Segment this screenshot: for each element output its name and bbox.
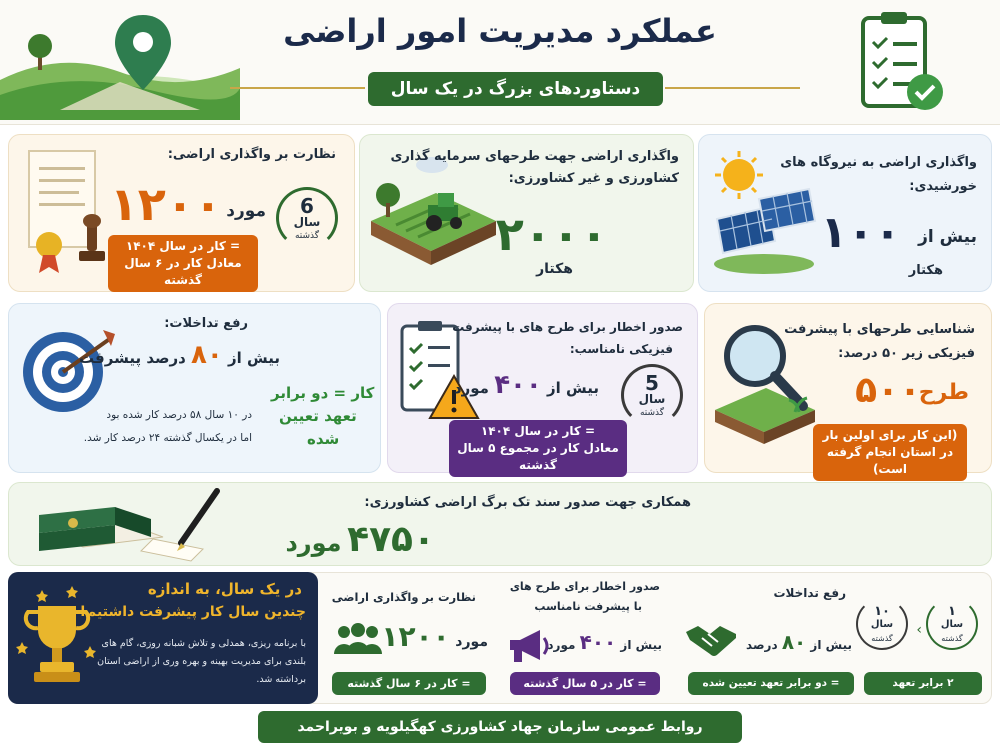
target-arrow-icon bbox=[19, 322, 119, 418]
bottom-warnings-unit: مورد bbox=[547, 638, 576, 652]
supervision-years-num: 6 bbox=[300, 194, 314, 218]
checklist-clipboard-icon bbox=[855, 8, 950, 118]
supervision-unit: مورد bbox=[226, 201, 266, 221]
bottom-conflicts bbox=[678, 572, 992, 704]
conflicts-card bbox=[8, 303, 381, 473]
bottom-warnings bbox=[500, 572, 672, 704]
trophy-panel bbox=[8, 572, 318, 704]
warnings-note bbox=[449, 420, 627, 477]
bottom-conflicts-pill-1: = دو برابر تعهد تعیین شده bbox=[688, 672, 854, 695]
identification-note-line2: در استان انجام گرفته است) bbox=[826, 445, 954, 476]
one-year-num: ۱ bbox=[948, 604, 956, 619]
conflicts-suffix: درصد پیشرفت bbox=[79, 349, 186, 367]
footer-label: روابط عمومی سازمان جهاد کشاورزی کهگیلویه و بویراحمد bbox=[297, 719, 703, 735]
solar-title-2: خورشیدی: bbox=[909, 179, 977, 194]
ten-years-ring bbox=[856, 598, 908, 650]
subtitle-banner bbox=[368, 72, 663, 106]
bottom-supervision-count bbox=[381, 620, 488, 653]
trophy-title-1: در یک سال، به اندازه bbox=[147, 580, 302, 598]
farm-tractor-icon bbox=[366, 153, 501, 273]
people-group-icon bbox=[332, 622, 384, 658]
conflicts-line-2: اما در یکسال گذشته ۲۴ درصد کار شد. bbox=[83, 432, 252, 444]
bottom-conflicts-title: رفع تداخلات bbox=[773, 586, 846, 600]
warnings-card bbox=[387, 303, 698, 473]
solar-title-1: واگذاری اراضی به نیروگاه های bbox=[780, 155, 977, 170]
books-pen-icon bbox=[31, 485, 231, 565]
supervision-note bbox=[108, 235, 258, 292]
supervision-years-word: سال bbox=[293, 215, 321, 229]
warnings-count-line bbox=[454, 370, 599, 400]
bottom-warnings-number: ۴۰۰ bbox=[579, 630, 617, 654]
ten-years-sub: گذشته bbox=[871, 634, 893, 643]
warnings-unit: مورد bbox=[453, 379, 489, 397]
footer-banner bbox=[258, 711, 742, 743]
trophy-body-3: برداشته شد. bbox=[256, 674, 306, 685]
solar-card bbox=[698, 134, 992, 292]
warnings-note-line2: معادل کار در مجموع ۵ سال گذشته bbox=[457, 441, 619, 472]
warnings-title-2: فیزیکی نامناسب: bbox=[569, 342, 673, 356]
warnings-years-word: سال bbox=[638, 392, 666, 406]
bottom-conflicts-count bbox=[746, 630, 852, 654]
solar-number: ۱۰۰ bbox=[820, 207, 901, 258]
identification-title-1: شناسایی طرحهای با پیشرفت bbox=[784, 322, 975, 337]
warnings-years-ring bbox=[621, 364, 683, 426]
investment-title-1: واگذاری اراضی جهت طرحهای سرمایه گذاری bbox=[390, 149, 679, 164]
header bbox=[0, 0, 1000, 125]
investment-unit: هکتار bbox=[536, 261, 573, 277]
solar-prefix: بیش از bbox=[918, 227, 977, 247]
supervision-years-sub: گذشته bbox=[294, 231, 320, 241]
deeds-number: ۴۷۵۰ bbox=[347, 519, 435, 560]
supervision-title: نظارت بر واگذاری اراضی: bbox=[167, 147, 336, 162]
investment-card bbox=[359, 134, 694, 292]
identification-note-line1: (این کار برای اولین بار bbox=[822, 428, 958, 442]
identification-unit: طرح bbox=[918, 380, 969, 405]
warnings-years-num: 5 bbox=[645, 371, 659, 395]
subtitle-line-left bbox=[230, 87, 365, 89]
investment-number: ۲۰۰۰ bbox=[495, 207, 608, 261]
bottom-conflicts-pill-2: ۲ برابر تعهد bbox=[864, 672, 982, 695]
megaphone-icon bbox=[506, 628, 550, 664]
trophy-body-1: با برنامه ریزی، همدلی و تلاش شبانه روزی، گام های bbox=[101, 638, 306, 649]
deeds-unit: مورد bbox=[285, 529, 342, 557]
identification-title-2: فیزیکی زیر ۵۰ درصد: bbox=[838, 346, 975, 361]
warnings-number: ۴۰۰ bbox=[494, 370, 542, 400]
trophy-title-2: چندین سال کار پیشرفت داشتیم! bbox=[79, 604, 306, 620]
one-year-sub: گذشته bbox=[941, 634, 963, 643]
bottom-warnings-title-1: صدور اخطار برای طرح های bbox=[509, 580, 660, 593]
magnifier-field-icon bbox=[711, 320, 817, 450]
one-year-word: سال bbox=[940, 619, 964, 630]
trophy-icon bbox=[16, 584, 98, 694]
bottom-conflicts-prefix: بیش از bbox=[810, 638, 852, 652]
investment-title-2: کشاورزی و غیر کشاورزی: bbox=[508, 171, 679, 186]
bottom-supervision-pill: = کار در ۶ سال گذشته bbox=[332, 672, 486, 695]
ring-arrow: › bbox=[916, 622, 922, 638]
conflicts-prefix: بیش از bbox=[228, 349, 280, 367]
solar-unit: هکتار bbox=[908, 263, 943, 278]
supervision-number: ۱۲۰۰ bbox=[109, 177, 222, 231]
warnings-note-line1: = کار در سال ۱۴۰۴ bbox=[480, 424, 596, 438]
bottom-supervision-number: ۱۲۰۰ bbox=[381, 620, 450, 653]
supervision-note-line1: = کار در سال ۱۴۰۴ bbox=[125, 239, 241, 253]
ten-years-num: ۱۰ bbox=[874, 604, 890, 619]
supervision-years-ring bbox=[276, 187, 338, 249]
bottom-warnings-pill: = کار در ۵ سال گذشته bbox=[510, 672, 660, 695]
conflicts-number: ۸۰ bbox=[191, 340, 223, 370]
conflicts-progress-line bbox=[79, 340, 280, 370]
bottom-warnings-count bbox=[547, 630, 662, 654]
handshake-icon bbox=[684, 622, 738, 658]
conflicts-line-1: در ۱۰ سال ۵۸ درصد کار شده بود bbox=[106, 409, 252, 421]
trophy-body-2: بلندی برای مدیریت بهینه و بهره وری از اراضی استان bbox=[97, 656, 306, 667]
subtitle-line-right bbox=[665, 87, 800, 89]
subtitle-text: دستاوردهای بزرگ در یک سال bbox=[390, 79, 641, 99]
bottom-conflicts-suffix: درصد bbox=[746, 638, 778, 652]
bottom-warnings-title-2: با پیشرفت نامناسب bbox=[534, 600, 642, 613]
identification-number: ۵۰۰ bbox=[855, 370, 921, 411]
identification-card bbox=[704, 303, 992, 476]
warnings-years-sub: گذشته bbox=[639, 408, 665, 418]
bottom-supervision-title: نظارت بر واگذاری اراضی bbox=[331, 590, 476, 604]
identification-note bbox=[813, 424, 967, 481]
conflicts-side-2: تعهد تعیین bbox=[279, 407, 357, 425]
deeds-title: همکاری جهت صدور سند تک برگ اراضی کشاورزی: bbox=[364, 495, 691, 510]
deeds-count-line bbox=[285, 519, 435, 560]
supervision-note-line2: معادل کار در ۶ سال گذشته bbox=[124, 256, 242, 287]
warnings-prefix: بیش از bbox=[547, 379, 599, 397]
supervision-card bbox=[8, 134, 355, 292]
page-title: عملکرد مدیریت امور اراضی bbox=[283, 12, 717, 50]
farm-landscape-icon bbox=[0, 10, 240, 120]
deeds-card bbox=[8, 482, 992, 566]
conflicts-side-3: شده bbox=[307, 430, 340, 448]
bottom-conflicts-number: ۸۰ bbox=[781, 630, 807, 654]
bottom-supervision bbox=[324, 572, 494, 704]
warnings-title-1: صدور اخطار برای طرح های با پیشرفت bbox=[452, 320, 683, 334]
conflicts-title: رفع تداخلات: bbox=[164, 316, 248, 331]
one-year-ring bbox=[926, 598, 978, 650]
bottom-warnings-prefix: بیش از bbox=[620, 638, 662, 652]
conflicts-side-1: کار = دو برابر bbox=[271, 384, 375, 402]
bottom-supervision-unit: مورد bbox=[455, 634, 488, 650]
ten-years-word: سال bbox=[870, 619, 894, 630]
certificate-stamp-icon bbox=[23, 147, 113, 277]
